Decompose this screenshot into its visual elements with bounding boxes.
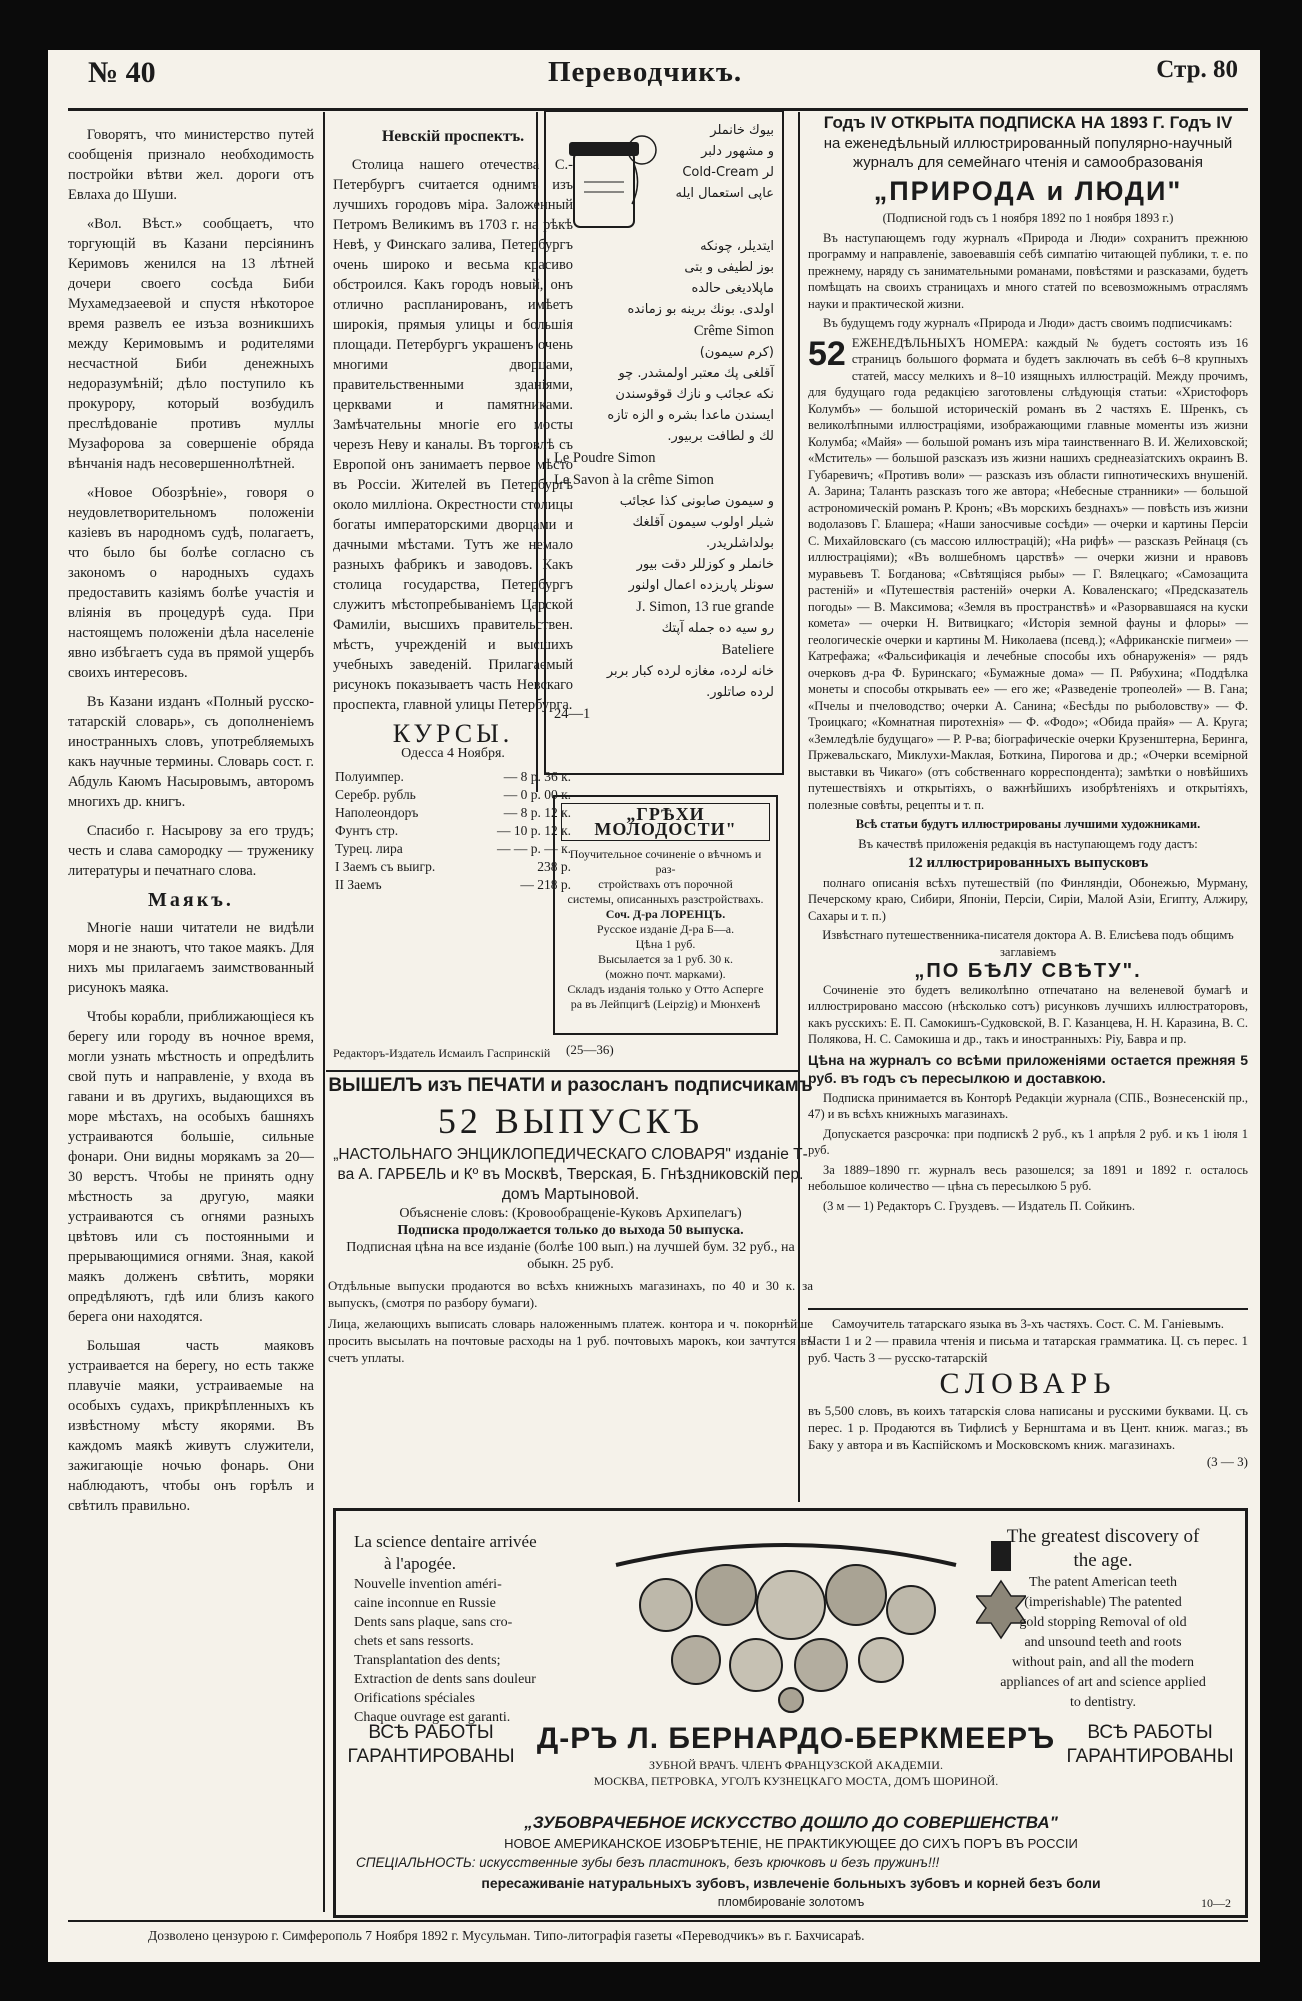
ad-line: Nouvelle invention améri- [354, 1577, 502, 1592]
rate-value: — 0 р. 00 к. [503, 787, 571, 802]
news-paragraph: Въ Казани изданъ «Полный русско-татарскій словарь», съ дополненіемъ иностранныхъ словъ, употребляемыхъ какъ научные термины. Словарь сост. г. Абдуль Каюмъ Насыровымъ, авторомъ многихъ др. книгъ. [68, 694, 314, 810]
news-column [68, 125, 314, 1915]
section-rule [326, 1070, 798, 1072]
rate-name: Серебр. рубль [335, 787, 416, 802]
nevsky-column [333, 125, 573, 1065]
ad-line: Высылается за 1 руб. 30 к. [597, 952, 734, 966]
slogan-line: СПЕЦІАЛЬНОСТЬ: искусственные зубы безъ пластинокъ, безъ крючковъ и безъ пружинъ!!! [356, 1855, 940, 1870]
arabic-line: بوز لطیفی و بتی [684, 260, 774, 275]
nevsky-heading: Невскій проспектъ. [381, 128, 525, 145]
ad-line: (imperishable) The patented [1024, 1595, 1182, 1610]
cold-cream-ad [544, 110, 784, 775]
slogan-line: пересаживаніе натуральныхъ зубовъ, извлеченіе больныхъ зубовъ и корней безъ боли [481, 1875, 1101, 1891]
mayak-paragraph: Многіе наши читатели не видѣли моря и не знаютъ, что такое маякъ. Для нихъ мы прилагаемъ заимствованный рисунокъ маяка. [68, 920, 314, 996]
table-row [333, 822, 573, 840]
rate-name: I Заемъ съ выигр. [335, 859, 436, 874]
rate-value: — 8 р. 36 к. [503, 769, 571, 784]
table-row [333, 840, 573, 858]
ad-line: without pain, and all the modern [1012, 1655, 1194, 1670]
arabic-line: آقلغی پك معتبر اولمشدر. چو [618, 366, 774, 381]
doctor-block [516, 1721, 1076, 1789]
subscription-period: (Подписной годъ съ 1 ноября 1892 по 1 ноября 1893 г.) [882, 211, 1174, 225]
ad-issue: 52 ВЫПУСКЪ [437, 1101, 704, 1141]
ad-line: La science dentaire arrivée [354, 1532, 537, 1551]
ad-line: стройствахъ отъ порочной [598, 877, 733, 891]
ad-line: Лица, желающихъ выписать словарь наложеннымъ платеж. контора и ч. покорнѣйше просить высылать на почтовые расходы на 1 руб. почтовыхъ марокъ, кои зачтутся въ счетъ уплаты. [328, 1316, 813, 1365]
ad-paragraph: Допускается разсрочка: при подпискѣ 2 руб., къ 1 апрѣля 2 руб. и къ 1 іюля 1 руб. [808, 1126, 1248, 1157]
french-text-block [354, 1531, 594, 1727]
ganiev-ad [808, 1315, 1248, 1500]
ad-number: 24—1 [554, 706, 591, 722]
table-row [333, 804, 573, 822]
rate-name: II Заемъ [335, 877, 382, 892]
slogan-block [356, 1811, 1226, 1911]
rate-value: 238 р. [537, 859, 571, 874]
censorship-footer: Дозволено цензурою г. Симферополь 7 Ноября 1892 г. Мусульман. Типо-литографія газеты «Переводчикъ» въ г. Бахчисараѣ. [148, 1928, 865, 1943]
latin-line: Crême Simon [693, 323, 774, 339]
arabic-line: ماپلادیغی حالده [691, 281, 774, 296]
table-row [333, 768, 573, 786]
page-number: Стр. 80 [1156, 56, 1238, 83]
ad-line: Orifications spéciales [354, 1691, 475, 1706]
price-text: Цѣна на журналъ со всѣми приложеніями остается прежняя 5 руб. въ годъ съ пересылкою и доставкою. [808, 1051, 1248, 1086]
ad-line: Складъ изданія только у Отто Асперге [567, 982, 764, 996]
ad-line: Chaque ouvrage est garanti. [354, 1710, 511, 1725]
subscription-heading: Годъ IV ОТКРЫТА ПОДПИСКА НА 1893 Г. Годъ IV [823, 113, 1233, 132]
ad-headline: ВЫШЕЛЪ изъ ПЕЧАТИ и разосланъ подписчикамъ [328, 1075, 813, 1096]
news-paragraph: Спасибо г. Насырову за его трудъ; честь и слава самородку — труженику литературы и печатнаго слова. [68, 823, 314, 879]
mayak-paragraph: Чтобы корабли, приближающіеся къ берегу или городу въ ночное время, могли узнать мѣстность и опредѣлить свой путь и направленіе, у входа въ гавани и въ другихъ, выдающихся въ море мѣстахъ, на особыхъ башняхъ устраиваются большіе, сильные фонари. Они видны морякамъ за 20—30 верстъ. Чтобы не принять одну мѣстность за другую, маяки устраиваются съ огнями разныхъ цвѣтовъ или съ постоянными и прерывающимися огнями. Зная, какой маякъ долженъ свѣтить, моряки опредѣляютъ, гдѣ или близъ какого берега они находятся. [68, 1009, 314, 1325]
rate-name: Фунтъ стр. [335, 823, 399, 838]
mayak-paragraph: Большая часть маяковъ устраивается на берегу, но есть также плавучіе маяки, устраиваемые на особыхъ судахъ, прикрѣпленныхъ къ извѣстному мѣсту якорями. Въ каждомъ маякѣ живутъ служители, зажигающіе ночью фонарь. Они наблюдаютъ, чтобы онъ горѣлъ и свѣтилъ правильно. [68, 1338, 314, 1514]
latin-line: Le Poudre Simon [554, 450, 656, 466]
journal-description: на еженедѣльный иллюстрированный популярно-научный журналъ для семейнаго чтенія и самообразованія [823, 135, 1233, 171]
ad-line: The patent American teeth [1028, 1575, 1178, 1590]
dental-ad [333, 1508, 1248, 1918]
arabic-line: بولداشلریدر. [706, 536, 774, 551]
ad-line: Подписка продолжается только до выхода 50 выпуска. [397, 1223, 744, 1238]
medals-icon [606, 1525, 966, 1715]
rates-table [333, 768, 573, 894]
section-rule-right [808, 1308, 1248, 1310]
arabic-line: عاپی استعمال ایله [675, 186, 774, 201]
ad-line: The greatest discovery of [1006, 1526, 1200, 1547]
ad-publisher: „НАСТОЛЬНАГО ЭНЦИКЛОПЕДИЧЕСКАГО СЛОВАРЯ" изданіе Т-ва А. ГАРБЕЛЬ и Кº въ Москвѣ, Тверская, Б. Гнѣздниковскій пер. домъ Мартыновой. [333, 1146, 808, 1203]
arabic-line: لرده صاتلور. [706, 685, 774, 700]
news-paragraph: «Новое Обозрѣніе», говоря о неудовлетворительномъ положеніи казіевъ въ народномъ судѣ, полагаетъ, что было бы болѣе согласно съ закономъ о народныхъ судахъ предоставить казіямъ болѣе участія и вліянія въ процедурѣ суда. При настоящемъ положеніи дѣла населеніе явно избѣгаетъ суда въ прямой ущербъ своихъ интересовъ. [68, 485, 314, 681]
ad-paragraph: 12 иллюстрированныхъ выпусковъ [907, 855, 1149, 871]
arabic-line: شیلر اولوب سیمون آقلغك [632, 515, 774, 530]
slogan-line: „ЗУБОВРАЧЕБНОЕ ИСКУССТВО ДОШЛО ДО СОВЕРШЕНСТВА" [524, 1813, 1058, 1832]
arabic-line: ایسندن ماعدا بشره و الزه تازه [607, 408, 774, 423]
journal-title: „ПРИРОДА и ЛЮДИ" [873, 176, 1183, 206]
rates-heading: КУРСЫ. [392, 719, 514, 748]
ad-number: (25—36) [566, 1042, 614, 1057]
ad-line: à l'apogée. [384, 1554, 456, 1573]
footer-rule [68, 1920, 1248, 1922]
ad-line: Соч. Д-ра ЛОРЕНЦЪ. [605, 907, 726, 921]
latin-line: Bateliere [721, 642, 774, 658]
rate-value: — 218 р. [520, 877, 571, 892]
series-title: „ПО БѢЛУ СВѢТУ". [914, 960, 1142, 982]
ad-line: системы, описанныхъ разстройствахъ. [567, 892, 764, 906]
arabic-line: و سیمون صابونی كذا عجائب [619, 494, 774, 509]
arabic-line: ایتدیلر، چونکه [700, 239, 774, 254]
newspaper-page [48, 50, 1260, 1962]
ad-line: Отдѣльные выпуски продаются во всѣхъ книжныхъ магазинахъ, по 40 и 30 к. за выпускъ, (смотря по разбору бумаги). [328, 1278, 813, 1310]
rate-name: Полуимпер. [335, 769, 404, 784]
grekhi-molodosti-ad [553, 795, 778, 1035]
issue-number: № 40 [88, 56, 156, 89]
ad-line: the age. [1073, 1550, 1133, 1571]
arabic-line: (كرم سیمون) [699, 345, 774, 360]
cream-jar-icon [554, 122, 664, 232]
nevsky-paragraph: Столица нашего отечества С.-Петербургъ считается однимъ изъ лучшихъ городовъ міра. Заложенный Петромъ Великимъ въ 1703 г. на рѣкѣ Невѣ, у Финскаго залива, Петербургъ очень широко и весьма красиво обстроился. Какъ городъ новый, онъ отлично распланированъ, имѣетъ широкія, прямыя улицы и большія площади. Петербургъ украшенъ очень многими дворцами, правительственными зданіями, церквами и памятниками. Замѣчательны многіе его мосты черезъ Неву и каналы. Въ торговлѣ съ Европой онъ занимаетъ первое мѣсто въ Россіи. Жителей въ Петербургѣ около милліона. Окрестности столицы богаты императорскими дворцами и дачными мѣстами. Тутъ же немало разныхъ фабрикъ и заводовъ. Какъ столица государства, Петербургъ служитъ мѣстопребываніемъ Царской Фамиліи, высшихъ правительствен. мѣстъ, учрежденій и высшихъ учебныхъ заведеній. Прилагаемый рисунокъ показываетъ часть Невскаго проспекта, главной улицы Петербурга. [333, 157, 573, 713]
ad-line: Поучительное сочиненіе о вѣчномъ и раз- [569, 847, 762, 876]
ad-paragraph: Всѣ статьи будутъ иллюстрированы лучшими художниками. [855, 817, 1201, 831]
slogan-line: НОВОЕ АМЕРИКАНСКОЕ ИЗОБРѢТЕНІЕ, НЕ ПРАКТИКУЮЩЕЕ ДО СИХЪ ПОРЪ ВЪ РОССІИ [504, 1836, 1078, 1851]
ad-paragraph: полнаго описанія всѣхъ путешествій (по Финляндіи, Обонежью, Мурману, Печерскому краю, Сибири, Японіи, Персіи, Сиріи, Малой Азіи, Египту, Алжиру, Сахары и т. п.) [808, 875, 1248, 923]
arabic-line: بيوك خانملر [710, 123, 774, 138]
rate-value: — — р. — к. [496, 841, 571, 856]
ad-line: въ 5,500 словъ, въ коихъ татарскія слова написаны и русскими буквами. Ц. съ перес. 1 р. Продаются въ Тифлисѣ у Бернштама и въ Цент. книж. магаз.; въ Баку у автора и въ Каспійскомъ и Московскомъ книж. магазинахъ. [808, 1403, 1248, 1452]
ad-line: caine inconnue en Russie [354, 1596, 496, 1611]
ad-paragraph: Въ будущемъ году журналъ «Природа и Люди» дастъ своимъ подписчикамъ: [823, 316, 1233, 330]
ad-line: Dents sans plaque, sans cro- [354, 1615, 513, 1630]
ad-line: chets et sans ressorts. [354, 1634, 474, 1649]
ad-paragraph: Подписка принимается въ Конторѣ Редакціи журнала (СПБ., Вознесенскій пр., 47) и въ всѣхъ книжныхъ магазинахъ. [808, 1090, 1248, 1121]
arabic-line: لر Cold-Cream [682, 165, 774, 180]
ad-line: to dentistry. [1070, 1695, 1136, 1710]
rates-subheading: Одесса 4 Ноября. [401, 746, 505, 761]
priroda-ad [808, 112, 1248, 1307]
latin-line: J. Simon, 13 rue grande [636, 599, 774, 615]
ad-line: Подписная цѣна на все изданіе (болѣе 100 вып.) на лучшей бум. 32 руб., на обыкн. 25 руб. [346, 1240, 795, 1272]
ad-paragraph: Въ качествѣ приложенія редакція въ наступающемъ году дастъ: [858, 836, 1198, 851]
doctor-title: ЗУБНОЙ ВРАЧЪ. ЧЛЕНЪ ФРАНЦУЗСКОЙ АКАДЕМІИ. [649, 1758, 943, 1772]
news-paragraph: «Вол. Вѣст.» сообщаетъ, что торгующій въ Казани персіянинъ Керимовъ женился на 13 лѣтней дочери своего сосѣда Биби Мухамедзаеевой и спустя нѣкоторое время развелъ ее изъза возникшихъ между Керимовымъ и родителями несчастной Биби денежныхъ недоразумѣній; дѣло поступило къ прокурору, который возбудилъ преслѣдованіе противъ муллы Музафорова за совершеніе обряда вѣнчанія надъ несовершеннолѣтней. [68, 216, 314, 472]
ad-line: ра въ Лейпцигѣ (Leipzig) и Мюнхенѣ [570, 997, 761, 1011]
latin-line: Le Savon à la crême Simon [554, 472, 714, 488]
mayak-heading: Маякъ. [148, 889, 234, 911]
ad-line: Самоучитель татарскаго языка въ 3-хъ частяхъ. Сост. С. М. Ганіевымъ. [831, 1316, 1225, 1331]
ad-line: and unsound teeth and roots [1024, 1635, 1182, 1650]
issue-count: 52 [808, 334, 846, 373]
doctor-name: Д-РЪ Л. БЕРНАРДО-БЕРКМЕЕРЪ [536, 1722, 1056, 1755]
ad-line: Части 1 и 2 — правила чтенія и письма и татарская грамматика. Ц. съ перес. 1 руб. Часть 3 — русско-татарскій [808, 1333, 1248, 1365]
column-rule-1 [323, 112, 325, 1912]
ad-paragraph: ЕЖЕНЕДѢЛЬНЫХЪ НОМЕРА: каждый № будетъ состоять изъ 16 страницъ большого формата и будетъ заключать въ себѣ 6–8 крупныхъ статей, массу мелкихъ и 8–10 изящныхъ иллюстрацій. Между прочимъ, для будущаго года редакцією заготовлены слѣдующія статьи: «Христофоръ Колумбъ» — большой историческій романъ въ 2 частяхъ Е. Шренкъ, съ великолѣпными иллюстраціями, изображающими главные моменты изъ жизни Колумба; «Майя» — большой романъ изъ міра таинственнаго В. И. Желиховской; «Мститель» — большой разсказъ изъ жизни нашихъ среднеазіатскихъ окраинъ В. Губаревичъ; «Противъ воли» — разсказъ изъ области гипнотическихъ внушеній. А. Зарина; Таланть разсказъ того же автора; «Небесные странники» — большой астрономическій романъ Р. Кронъ; «Въ морскихъ безднахъ» — повѣсть изъ жизни водолазовъ Г. Блашера; «Наши заносчивые сосѣди» — очерки и картины Персіи С. Михайловскаго (съ массою иллюстрацій); «На рифѣ» — разсказъ Рейнаця (съ иллюстраціями); «Въ волшебномъ царствѣ» — очерки жизни и нравовъ муравьевъ Т. Богданова; «Свѣтящіяся рыбы» — Г. Вялецкаго; «Самозащита растеній» и «Путешествія растеній» очерки А. Коваленскаго; «Предсказатель погоды» — В. Максимова; «Земля въ пространствѣ» и «Разорвавшаяся на куски комета» — очерки Н. Витвицкаго; «Исторія земной фауны и флоры» — геологическіе очерки и картины М. Николаева (псевд.); «Африканскіе пигмеи» — Катрефажа; «Фальсификація и лечебные способы ихъ обнаруженія» — рядъ очерковъ д-ра Ф. Буринскаго; «Бумажные дома» — П. Рябухина; «Поддѣлка монеты и способы открывать ее» — его же; «Разведеніе тропеолей» — В. Гана; «Пчелы и пчеловодство; очерки А. Санина; «Бесѣды по рыболовству» — Ф. Троицкаго; «Комнатная пиротехнія» — Ф. «Фодо»; «Обида прайя» — А. Круга; «Земледѣліе будущаго» — Р. Р-ва; біографическіе очерки Крузенштерна, Беринга, Пржевальскаго, Миклухи-Маклая, Боткина, Пирогова и др.; «Очерки всемірной выставки въ Чикаго» (отъ собственнаго корреспондента); замѣтки о новѣйшихъ путешествіяхъ и открытіяхъ, о важнѣйшихъ изобрѣтеніяхъ и открытіяхъ, полезные совѣты, рецепты и т. п. [808, 335, 1248, 812]
doctor-address: МОСКВА, ПЕТРОВКА, УГОЛЪ КУЗНЕЦКАГО МОСТА, ДОМЪ ШОРИНОЙ. [593, 1774, 999, 1788]
arabic-line: خانملر و كوزللر دقت بيور [636, 557, 774, 572]
guarantee-left: ВСѢ РАБОТЫ ГАРАНТИРОВАНЫ [347, 1722, 515, 1767]
editor-credit: Редакторъ-Издатель Исмаилъ Гаспринскій [333, 1046, 551, 1060]
english-text-block [983, 1525, 1223, 1713]
ad-line: Transplantation des dents; [354, 1653, 501, 1668]
ad-paragraph: За 1889–1890 гг. журналъ весь разошелся; за 1891 и 1892 г. осталось небольшое количество — цѣна съ пересылкою 5 руб. [808, 1162, 1248, 1193]
table-row [333, 858, 573, 876]
ad-line: Цѣна 1 руб. [635, 937, 696, 951]
guarantee-right: ВСѢ РАБОТЫ ГАРАНТИРОВАНЫ [1066, 1722, 1234, 1767]
ad-line: gold stopping Removal of old [1019, 1615, 1187, 1630]
arabic-line: لك و لطافت بربیور. [667, 429, 774, 444]
slogan-line: пломбированіе золотомъ [717, 1895, 865, 1909]
arabic-line: خانه لرده، مغازه لرده كبار بربر [606, 664, 774, 679]
ad-paragraph: Въ наступающемъ году журналъ «Природа и Люди» сохранитъ прежнюю программу и направленіе, завоевавшія себѣ симпатію читающей публики, т. е. по прежнему, наряду съ занимательными романами, повѣстями и разсказами, будетъ помѣщать на своихъ страницахъ и много статей по всевозможнымъ отраслямъ науки и практической жизни. [808, 230, 1248, 311]
arabic-line: نكه عجائب و نازك قوقوسندن [615, 387, 774, 402]
ad-paragraph: Извѣстнаго путешественника-писателя доктора А. В. Елисѣева подъ общимъ заглавіемъ [822, 928, 1234, 959]
ad-line: Объясненіе словъ: (Кровообращеніе-Куковъ Архипелагъ) [399, 1206, 742, 1221]
ad-line: Extraction de dents sans douleur [354, 1672, 536, 1687]
news-paragraph: Говорятъ, что министерство путей сообщенія признало необходимость постройки вѣтви жел. дороги отъ Евлаха до Шуши. [68, 127, 314, 203]
rate-value: — 10 р. 12 к. [496, 823, 571, 838]
ad-line: (можно почт. марками). [605, 967, 726, 981]
ad-paragraph: Сочиненіе это будетъ великолѣпно отпечатано на веленевой бумагѣ и иллюстрировано массою (нѣсколько сотъ) рисунковъ лучшихъ иллюстраторовъ, какъ русскихъ: Е. П. Самокишъ-Судковской, В. Г. Казанцева, Н. Н. Каразина, В. С. Полякова, Н. С. Самокиша и др., такъ и иностранныхъ: Ріу, Бавра и пр. [808, 982, 1248, 1046]
encyclopedia-ad [328, 1075, 813, 1365]
rate-name: Наполеондоръ [335, 805, 419, 820]
editor-line: (3 м — 1) Редакторъ С. Груздевъ. — Издатель П. Сойкинъ. [823, 1198, 1136, 1213]
table-row [333, 786, 573, 804]
arabic-line: و مشهور دلبر [701, 144, 774, 159]
dictionary-title: СЛОВАРЬ [939, 1367, 1117, 1400]
arabic-line: اولدی. بونك برینه بو زمانده [627, 302, 774, 317]
ad-number: 10—2 [1201, 1896, 1231, 1910]
ad-number: (3 — 3) [1206, 1454, 1248, 1469]
rate-value: — 8 р. 12 к. [503, 805, 571, 820]
newspaper-title: Переводчикъ. [548, 56, 743, 88]
ad-line: Русское изданіе Д-ра Б—а. [596, 922, 735, 936]
ad-title: „ГРѢХИ МОЛОДОСТИ" [561, 803, 770, 841]
arabic-line: سونلر پاريزده اعمال اولنور [628, 578, 774, 593]
page-header [48, 50, 1260, 100]
arabic-line: رو سيه ده جمله آپتك [661, 621, 774, 636]
ad-line: appliances of art and science applied [1000, 1675, 1206, 1690]
rate-name: Турец. лира [335, 841, 403, 856]
table-row [333, 876, 573, 894]
